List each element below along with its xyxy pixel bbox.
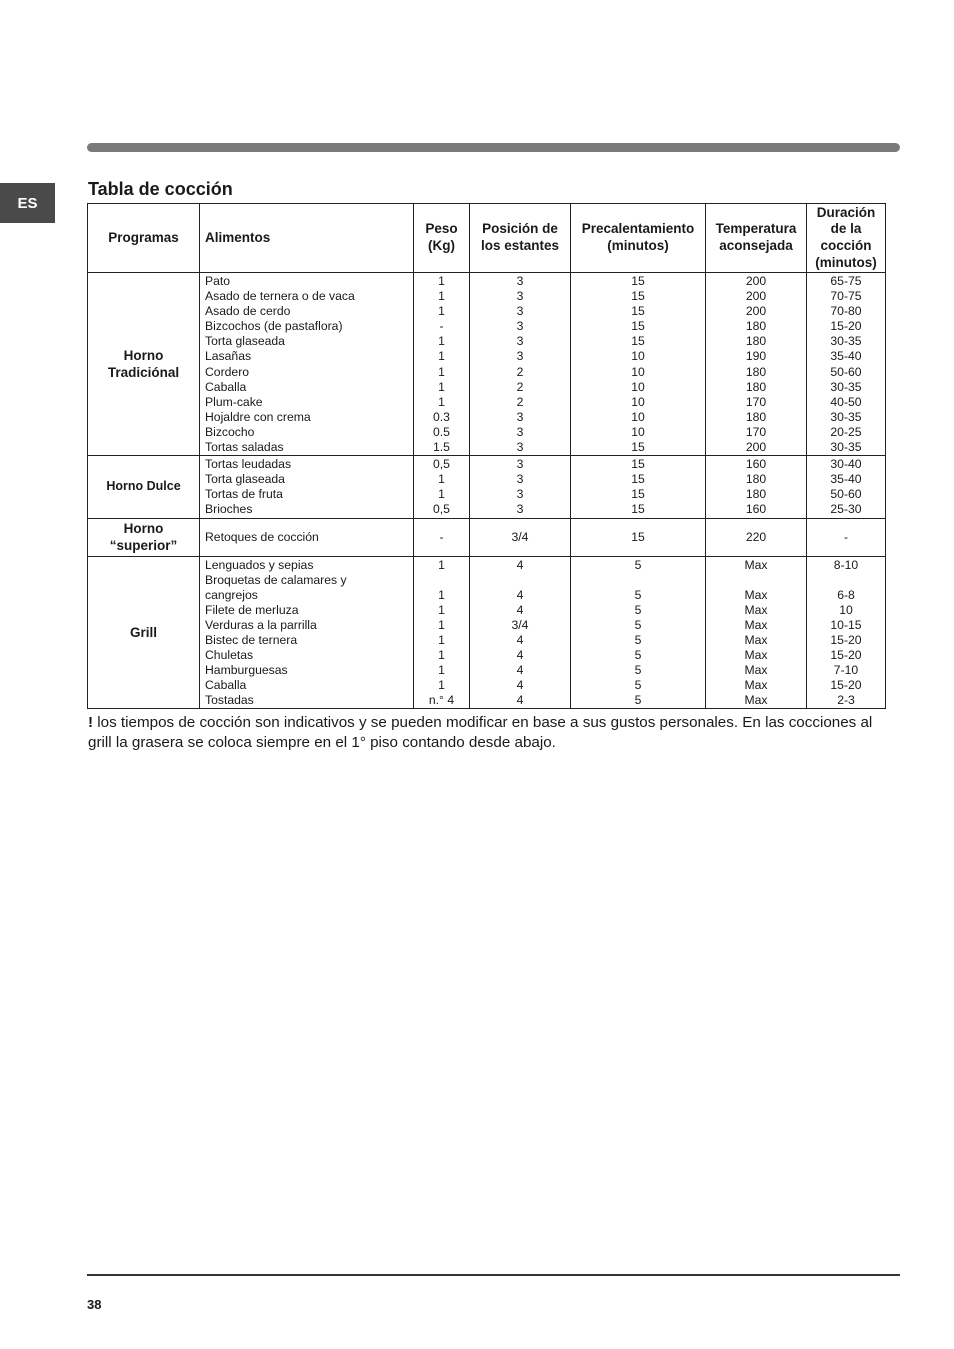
peso-cell [414,273,470,456]
table-row [88,556,886,709]
header-duracion [807,204,886,273]
precalentamiento-value: 5 [634,648,642,663]
header-line: Duración [816,204,876,220]
temperatura-value: 180 [745,334,767,349]
precalentamiento-value: 15 [631,304,645,319]
duracion-value: 25-30 [830,502,862,517]
peso-value: 1 [438,557,445,572]
duracion-value: 2-3 [837,693,855,708]
temperatura-value: 200 [745,274,767,288]
page-number: 38 [87,1297,102,1312]
table-row [88,273,886,456]
note-text: los tiempos de cocción son indicativos y se pueden modificar en base a sus gustos personales. En las cocciones al grill la grasera se coloca siempre en el 1° piso contando desde abajo. [88,714,873,751]
posicion-value: 3 [516,334,524,349]
posicion-cell [470,556,571,709]
program-label: Tradiciónal [107,365,180,381]
precalentamiento-value: 5 [634,678,642,693]
precalentamiento-cell [571,456,706,518]
precalentamiento-value: 5 [634,693,642,708]
top-divider [87,143,900,152]
alimentos-value: Bistec de ternera [205,632,298,647]
alimentos-value: cangrejos [205,587,258,602]
alimentos-value: Tortas de fruta [205,487,283,502]
header-alimentos: Alimentos [200,204,414,273]
temperatura-value: Max [744,602,768,617]
posicion-value: 3/4 [511,617,529,632]
posicion-value: 4 [516,632,524,647]
peso-value: n.° 4 [428,693,455,708]
peso-value: 0,5 [433,457,450,472]
header-programas: Programas [88,204,200,273]
duracion-value: 7-10 [833,663,859,678]
temperatura-value: Max [744,648,768,663]
posicion-value: 4 [516,663,524,678]
temperatura-value: Max [744,632,768,647]
header-line: Peso [425,221,458,237]
alimentos-value: Tortas leudadas [205,457,292,472]
temperatura-value: 200 [745,289,767,304]
duracion-value: 10-15 [830,617,862,632]
posicion-value: 3 [516,502,524,517]
duracion-cell [807,456,886,518]
temperatura-cell [706,456,807,518]
alimentos-value: Caballa [205,379,247,394]
language-tab: ES [0,183,55,223]
header-line: Temperatura [715,221,797,237]
temperatura-value: Max [744,678,768,693]
page-title: Tabla de cocción [88,179,233,199]
program-label: Horno Dulce [106,479,181,494]
table-header-row [88,204,886,273]
warning-mark: ! [88,714,94,731]
duracion-value: 35-40 [830,472,862,487]
alimentos-value: Brioches [205,502,253,517]
temperatura-value: 200 [745,440,767,455]
header-line: aconsejada [719,238,793,253]
posicion-value: 4 [516,557,524,572]
program-label: Horno [123,521,164,536]
peso-cell: - [414,518,470,556]
program-label: Grill [129,624,157,640]
duracion-value: 35-40 [830,349,862,364]
posicion-cell: 3/4 [470,518,571,556]
duracion-value: 15-20 [830,632,862,647]
temperatura-value: Max [744,557,768,572]
alimentos-value: Chuletas [205,648,254,663]
duracion-value: 65-75 [830,274,862,288]
program-label: “superior” [109,538,178,553]
posicion-value: 2 [516,379,524,394]
duracion-value: 50-60 [830,364,862,379]
peso-cell [414,556,470,709]
duracion-value: 30-35 [830,379,862,394]
peso-value: 1 [438,304,445,319]
duracion-value: 15-20 [830,319,862,334]
duracion-value: 40-50 [830,394,862,409]
peso-value: 1 [438,663,445,678]
posicion-value [470,573,570,588]
precalentamiento-value: 15 [631,274,645,288]
posicion-value: 3 [516,457,524,472]
posicion-value: 3 [516,349,524,364]
header-line: (Kg) [428,238,455,253]
header-line: Precalentamiento [581,221,695,237]
duracion-cell [807,273,886,456]
duracion-cell [807,556,886,709]
posicion-value: 2 [516,394,524,409]
peso-value: 0.3 [433,409,450,424]
temperatura-value: Max [744,617,768,632]
alimentos-cell [200,273,414,456]
temperatura-value: Max [744,693,768,708]
header-peso [414,204,470,273]
peso-value: 1.5 [433,440,450,455]
peso-value: 1 [438,487,445,502]
precalentamiento-value: 15 [631,457,645,472]
duracion-value: 30-35 [830,334,862,349]
posicion-value: 4 [516,648,524,663]
alimentos-value: Tortas saladas [205,440,284,455]
duracion-value [807,573,885,588]
posicion-cell [470,456,571,518]
precalentamiento-value: 5 [634,617,642,632]
duracion-value: 10 [839,602,853,617]
peso-value: 1 [438,602,445,617]
alimentos-value: Hojaldre con crema [205,409,311,424]
posicion-value: 3 [516,424,524,439]
precalentamiento-value: 10 [631,364,645,379]
alimentos-value: Plum-cake [205,394,263,409]
temperatura-value: 180 [745,379,767,394]
posicion-value: 3 [516,487,524,502]
alimentos-value: Hamburguesas [205,663,288,678]
precalentamiento-value: 10 [631,394,645,409]
temperatura-value: Max [744,587,768,602]
peso-value: 1 [438,349,445,364]
alimentos-cell: Retoques de cocción [200,518,414,556]
alimentos-value: Cordero [205,364,250,379]
alimentos-value: Tostadas [205,693,254,708]
duracion-value: 30-35 [830,409,862,424]
alimentos-value: Filete de merluza [205,602,299,617]
temperatura-value: 160 [745,457,767,472]
temperatura-value: 160 [745,502,767,517]
posicion-value: 3 [516,472,524,487]
alimentos-value: Asado de cerdo [205,304,291,319]
peso-value: 1 [438,394,445,409]
alimentos-value: Verduras a la parrilla [205,617,317,632]
precalentamiento-cell: 15 [571,518,706,556]
precalentamiento-value: 15 [631,334,645,349]
peso-value: 1 [438,617,445,632]
posicion-cell [470,273,571,456]
header-line: Posición de [482,221,558,237]
temperatura-value: 180 [745,364,767,379]
temperatura-value: 190 [745,349,767,364]
header-posicion [470,204,571,273]
program-cell [88,456,200,518]
alimentos-value: Broquetas de calamares y [205,572,347,587]
precalentamiento-value: 15 [631,319,645,334]
peso-value: 1 [438,379,445,394]
duracion-cell: - [807,518,886,556]
duracion-value: 6-8 [837,587,855,602]
temperatura-cell [706,273,807,456]
precalentamiento-value: 5 [634,557,642,572]
alimentos-cell [200,456,414,518]
precalentamiento-cell [571,273,706,456]
table-row [88,456,886,518]
posicion-value: 3 [516,274,524,288]
precalentamiento-value: 15 [631,289,645,304]
precalentamiento-value: 5 [634,602,642,617]
posicion-value: 4 [516,693,524,708]
header-line: los estantes [480,238,560,253]
peso-value: 1 [438,289,445,304]
duracion-value: 20-25 [830,424,862,439]
table-row [88,518,886,556]
program-cell [88,556,200,709]
precalentamiento-value: 10 [631,409,645,424]
temperatura-value: 180 [745,472,767,487]
duracion-value: 30-40 [830,457,862,472]
peso-value: 1 [438,587,445,602]
peso-value: 1 [438,472,445,487]
peso-value: 1 [438,678,445,693]
posicion-value: 3 [516,289,524,304]
header-line: cocción [820,238,872,253]
temperatura-cell [706,556,807,709]
temperatura-value: 170 [745,394,767,409]
posicion-value: 3 [516,304,524,319]
posicion-value: 4 [516,602,524,617]
peso-cell [414,456,470,518]
peso-value: 1 [438,632,445,647]
precalentamiento-value: 10 [631,349,645,364]
duracion-value: 70-80 [830,304,862,319]
precalentamiento-value: 5 [634,632,642,647]
temperatura-value: 170 [745,424,767,439]
duracion-value: 70-75 [830,289,862,304]
alimentos-cell [200,556,414,709]
duracion-value: 15-20 [830,648,862,663]
posicion-value: 3 [516,440,524,455]
header-precalentamiento [571,204,706,273]
precalentamiento-value: 10 [631,424,645,439]
temperatura-value: 180 [745,409,767,424]
temperatura-value: 200 [745,304,767,319]
bottom-divider [87,1274,900,1276]
temperatura-value: Max [744,663,768,678]
duracion-value: 50-60 [830,487,862,502]
posicion-value: 3 [516,319,524,334]
precalentamiento-value: 5 [634,663,642,678]
alimentos-value: Bizcochos (de pastaflora) [205,319,343,334]
duracion-value: 30-35 [830,440,862,455]
cooking-table [87,203,886,709]
program-label: Horno [123,348,164,364]
alimentos-value: Caballa [205,678,247,693]
posicion-value: 3 [516,409,524,424]
alimentos-value: Lenguados y sepias [205,557,314,572]
alimentos-value: Torta glaseada [205,472,285,487]
alimentos-value: Pato [205,274,231,288]
posicion-value: 2 [516,364,524,379]
posicion-value: 4 [516,587,524,602]
precalentamiento-value: 10 [631,379,645,394]
duracion-value: 15-20 [830,678,862,693]
precalentamiento-value: 15 [631,440,645,455]
precalentamiento-value: 5 [634,587,642,602]
duracion-value: 8-10 [833,557,859,572]
program-cell [88,273,200,456]
precalentamiento-value: 15 [631,487,645,502]
header-line: (minutos) [815,254,877,270]
header-line: (minutos) [607,238,669,253]
posicion-value: 4 [516,678,524,693]
precalentamiento-value [571,573,705,588]
program-cell [88,518,200,556]
peso-value [414,573,469,588]
temperatura-value [706,573,806,588]
alimentos-value: Lasañas [205,349,252,364]
temperatura-cell: 220 [706,518,807,556]
alimentos-value: Asado de ternera o de vaca [205,289,355,304]
precalentamiento-cell [571,556,706,709]
precalentamiento-value: 15 [631,472,645,487]
alimentos-value: Torta glaseada [205,334,285,349]
peso-value: - [439,319,444,334]
cooking-note [88,713,888,753]
peso-value: 1 [438,648,445,663]
peso-value: 1 [438,364,445,379]
peso-value: 0.5 [433,424,450,439]
peso-value: 1 [438,334,445,349]
alimentos-value: Bizcocho [205,424,255,439]
header-temperatura [706,204,807,273]
header-line: de la [830,221,862,237]
precalentamiento-value: 15 [631,502,645,517]
peso-value: 1 [438,274,445,288]
temperatura-value: 180 [745,487,767,502]
temperatura-value: 180 [745,319,767,334]
peso-value: 0,5 [433,502,450,517]
